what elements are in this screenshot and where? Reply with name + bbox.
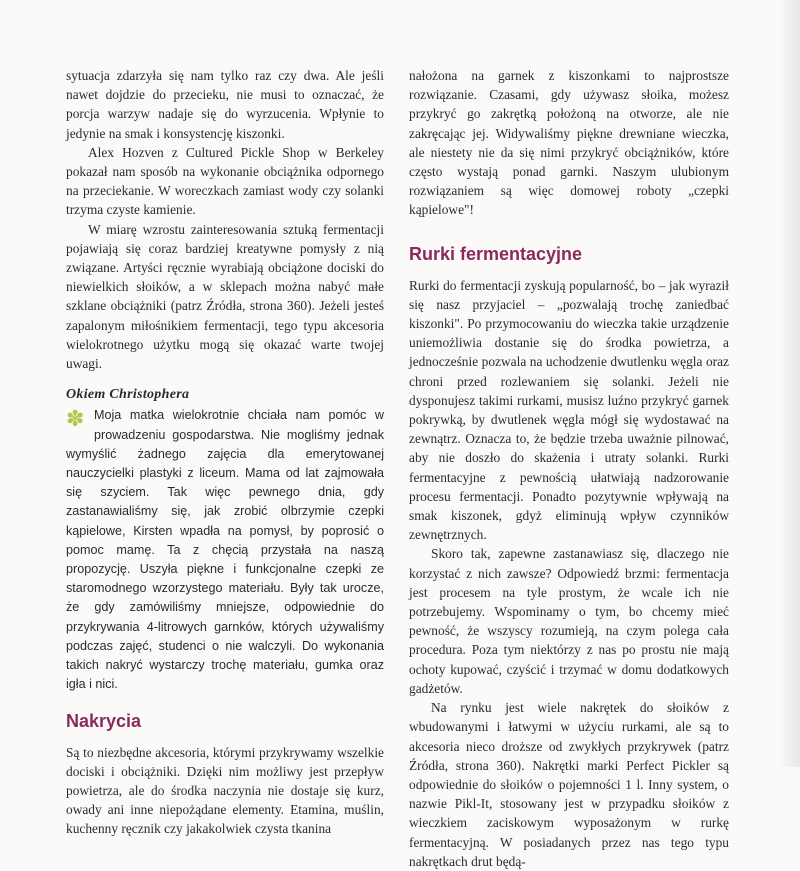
- sidebar-box-text: Moja matka wielokrotnie chciała nam pomóc w prowadzeniu gospodarstwa. Nie mogliśmy jednak wymyślić żadnego zajęcia dla emerytowanej nauczycielki plastyki z liceum. Mama od lat zajmowała się szyciem. Tak więc pewnego dnia, gdy zastanawialiśmy się, jak zrobić olbrzymie czepki kąpielowe, Kirsten wpadła na pomysł, by poprosić o pomoc mamę. Ta z chęcią przystała na naszą propozycję. Uszyła piękne i funkcjonalne czepki ze staromodnego wzorzystego materiału. Były tak urocze, że gdy zamówiliśmy mniejsze, odpowiednie do przykrywania 4-litrowych garnków, których używaliśmy podczas zajęć, studenci o nie walczyli. Do wykonania takich nakryć wystarczy trochę materiału, gumka oraz igła i nici.: [66, 408, 384, 692]
- section-title-nakrycia: Nakrycia: [66, 710, 142, 731]
- page-edge-shadow: [778, 0, 800, 767]
- paragraph: sytuacja zdarzyła się nam tylko raz czy dwa. Ale jeśli nawet dojdzie do przecieku, nie musi to oznaczać, że porcja warzyw nadaje się do wyrzucenia. Wpłynie to jedynie na smak i konsystencję kiszonki.: [66, 68, 384, 141]
- flower-icon: ✽: [66, 406, 85, 432]
- paragraph: Są to niezbędne akcesoria, którymi przykrywamy wszelkie dociski i obciążniki. Dzięki nim możliwy jest przepływ powietrza, ale do środka naczynia nie dostaje się kurz, owady ani inne niepożądane elementy. Etamina, muślin, kuchenny ręcznik czy jakakolwiek czysta tkanina: [66, 744, 384, 837]
- paragraph: W miarę wzrostu zainteresowania sztuką fermentacji pojawiają się coraz bardziej kreatywne pomysły z nią związane. Artyści ręcznie wyrabiają obciążone dociski do niewielkich słoików, a w sklepach można nabyć małe szklane obciążniki (patrz Źródła, strona 360). Jeżeli jesteś zapalonym miłośnikiem fermentacji, tego typu akcesoria wielokrotnego użytku mogą się okazać warte twojej uwagi.: [66, 221, 384, 372]
- paragraph: Rurki do fermentacji zyskują popularność, bo – jak wyraził się nasz przyjaciel – „pozwalają trochę zaniedbać kiszonki". Po przymocowaniu do wieczka takie urządzenie uniemożliwia dostanie się do środka powietrza, a jednocześnie pozwala na uchodzenie dwutlenku węgla oraz chroni przed rozlewaniem się solanki. Jeżeli nie dysponujesz takimi rurkami, musisz luźno przykryć garnek pokrywką, by dwutlenek węgla mógł się wydostawać na zewnątrz. Oznacza to, że będzie trzeba uważnie pilnować, aby nie doszło do skażenia i utraty solanki. Rurki fermentacyjne z pewnością ułatwiają nadzorowanie procesu fermentacji. Ponadto pozytywnie wpływają na smak kiszonek, gdyż eliminują wpływ czynników zewnętrznych.: [409, 277, 729, 543]
- paragraph: Skoro tak, zapewne zastanawiasz się, dlaczego nie korzystać z nich zawsze? Odpowiedź brzmi: fermentacja jest procesem na tyle prostym, że wcale ich nie potrzebujemy. Wspominamy o tym, bo chcemy mieć pewność, że wszyscy rozumieją, na czym polega cała procedura. Poza tym niektórzy z nas po prostu nie mają ochoty kupować, czyścić i trzymać w domu dodatkowych gadżetów.: [409, 546, 729, 696]
- paragraph: Na rynku jest wiele nakrętek do słoików z wbudowanymi i łatwymi w użyciu rurkami, ale są to akcesoria nieco droższe od zwykłych przykrywek (patrz Źródła, strona 360). Nakrętki marki Perfect Pickler są odpowiednie do słoików o pojemności 1 l. Inny system, o nazwie Pikl-It, stosowany jest w przypadku słoików z wieczkiem zaciskowym wyposażonym w rurkę fermentacyjną. W posiadanych przez nas tego typu nakrętkach drut będą-: [409, 700, 729, 869]
- left-column: [66, 66, 384, 839]
- sidebar-box-title: Okiem Christophera: [66, 387, 190, 403]
- paragraph: nałożona na garnek z kiszonkami to najprostsze rozwiązanie. Czasami, gdy używasz słoika, możesz przykryć go zakrętką położoną na otworze, ale nie zakręcając jej. Widywaliśmy piękne drewniane wieczka, ale niestety nie da się nimi przykryć obciążników, które często wystają ponad garnki. Naszym ulubionym rozwiązaniem są więc domowej roboty „czepki kąpielowe"!: [409, 68, 729, 218]
- right-column: [409, 66, 729, 871]
- paragraph: Alex Hozven z Cultured Pickle Shop w Berkeley pokazał nam sposób na wykonanie obciążnika odpornego na przeciekanie. W woreczkach zamiast wody czy solanki trzyma czyste kamienie.: [66, 144, 384, 218]
- section-title-rurki: Rurki fermentacyjne: [409, 243, 583, 264]
- sidebar-box: [66, 406, 384, 694]
